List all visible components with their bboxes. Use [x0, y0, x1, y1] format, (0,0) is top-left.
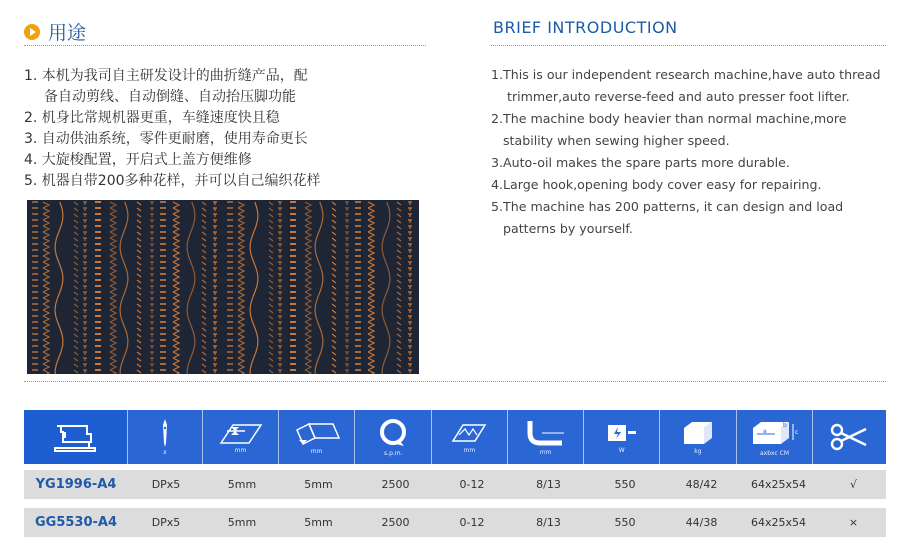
stitch-length-icon	[219, 421, 263, 445]
power-cell: 550	[614, 478, 636, 491]
scissors-icon	[830, 423, 870, 451]
list-item: 3. 自动供油系统，零件更耐磨，使用寿命更长	[24, 131, 308, 147]
stitch-column	[345, 202, 349, 373]
stitch-column	[250, 202, 258, 374]
stitch-column	[278, 202, 282, 373]
dimensions-box-icon	[749, 418, 801, 448]
table-row	[24, 508, 886, 537]
stitch-column	[95, 202, 101, 370]
stitch-column	[397, 202, 401, 373]
list-item: 2. 机身比常规机器更重，车缝速度快且稳	[24, 110, 280, 126]
stitch-column	[150, 202, 154, 373]
stitch-length-cell: 5mm	[227, 516, 257, 529]
stitch-length-column-header: mm	[203, 410, 279, 464]
stitch-column	[315, 202, 323, 374]
weight-cell: 44/38	[685, 516, 718, 529]
stitch-patterns-image	[27, 200, 419, 374]
divider	[24, 45, 426, 46]
divider	[491, 45, 886, 46]
stitch-length-cell: 5mm	[227, 478, 257, 491]
machine-column-header	[24, 410, 128, 464]
speed-column-header: s.p.m.	[355, 410, 432, 464]
trimmer-cell: √	[849, 478, 857, 491]
stitch-column	[83, 202, 87, 373]
stitch-column	[43, 202, 49, 374]
stitch-column	[160, 202, 166, 370]
stitch-column	[202, 202, 206, 373]
list-item: 3.Auto-oil makes the spare parts more durable.	[491, 155, 790, 170]
trimmer-column-header	[813, 410, 886, 464]
trimmer-cell: ×	[848, 516, 859, 529]
dimensions-cell: 64x25x54	[750, 516, 806, 529]
dimensions-column-header: a b c axbxc CM	[737, 410, 814, 464]
model-cell: GG5530-A4	[34, 515, 118, 530]
speed-dial-icon	[378, 418, 408, 448]
sewing-machine-icon	[53, 420, 97, 454]
svg-text:b: b	[782, 421, 787, 429]
weight-cell: 48/42	[685, 478, 718, 491]
stitch-column	[290, 202, 296, 370]
stitch-column	[408, 202, 412, 373]
stitch-column	[110, 202, 116, 374]
stitch-column	[74, 202, 78, 373]
stitch-column	[137, 202, 141, 373]
stitch-column	[382, 202, 390, 374]
stitch-width-cell: 5mm	[304, 478, 333, 491]
power-plug-icon	[605, 421, 639, 445]
list-item: 5. 机器自带200多种花样，并可以自己编织花样	[24, 173, 321, 189]
list-item: 4.Large hook,opening body cover easy for repairing.	[491, 177, 822, 192]
svg-text:c: c	[794, 428, 798, 436]
model-cell: YG1996-A4	[35, 477, 117, 492]
spec-table-header	[24, 410, 886, 464]
knee-lift-column-header: mm	[508, 410, 585, 464]
divider	[24, 381, 886, 382]
stitch-column	[368, 202, 374, 374]
presser-foot-icon	[451, 421, 487, 445]
weight-box-icon	[680, 420, 716, 446]
stitch-column	[55, 202, 63, 374]
stitch-patterns-graphic	[27, 200, 419, 374]
presser-lift-cell: 0-12	[459, 478, 485, 491]
presser-lift-cell: 0-12	[459, 516, 485, 529]
stitch-column	[120, 202, 128, 374]
stitch-width-icon	[293, 420, 341, 446]
knee-lift-icon	[524, 419, 568, 447]
stitch-column	[227, 202, 233, 370]
stitch-column	[173, 202, 179, 374]
power-column-header: W	[584, 410, 660, 464]
stitch-column	[32, 202, 38, 370]
intro-header	[493, 18, 678, 37]
stitch-column	[355, 202, 361, 370]
speed-cell: 2500	[381, 478, 410, 491]
knee-lift-cell: 8/13	[536, 478, 561, 491]
uses-header	[24, 18, 86, 45]
power-cell: 550	[614, 516, 636, 529]
knee-lift-cell: 8/13	[536, 516, 561, 529]
stitch-column	[269, 202, 273, 373]
weight-column-header: kg	[660, 410, 737, 464]
intro-title: BRIEF INTRODUCTION	[493, 18, 678, 37]
presser-lift-column-header: mm	[432, 410, 508, 464]
table-row	[24, 470, 886, 499]
dimensions-cell: 64x25x54	[750, 478, 806, 491]
uses-list	[24, 66, 321, 192]
list-item: 1.This is our independent research machine,have auto thread trimmer,auto reverse-feed and auto presser foot lifter.	[491, 67, 881, 104]
needle-cell: DPx5	[151, 478, 181, 491]
needle-column-header: x	[128, 410, 204, 464]
svg-text:a: a	[762, 427, 767, 435]
needle-icon	[160, 419, 170, 447]
speed-cell: 2500	[381, 516, 410, 529]
arrow-circle-icon	[24, 24, 40, 40]
list-item: 4. 大旋梭配置，开启式上盖方便维修	[24, 152, 252, 168]
needle-cell: DPx5	[151, 516, 181, 529]
list-item: 1. 本机为我司自主研发设计的曲折缝产品，配 备自动剪线、自动倒缝、自动抬压脚功能	[24, 68, 308, 105]
intro-list	[491, 64, 880, 240]
stitch-width-column-header: mm	[279, 410, 356, 464]
stitch-column	[187, 202, 195, 374]
stitch-column	[238, 202, 244, 374]
list-item: 2.The machine body heavier than normal machine,more stability when sewing higher speed.	[491, 111, 847, 148]
stitch-column	[213, 202, 217, 373]
stitch-column	[305, 202, 311, 374]
stitch-column	[332, 202, 336, 373]
stitch-width-cell: 5mm	[304, 516, 333, 529]
uses-title: 用途	[48, 22, 87, 44]
list-item: 5.The machine has 200 patterns, it can design and load patterns by yourself.	[491, 199, 844, 236]
